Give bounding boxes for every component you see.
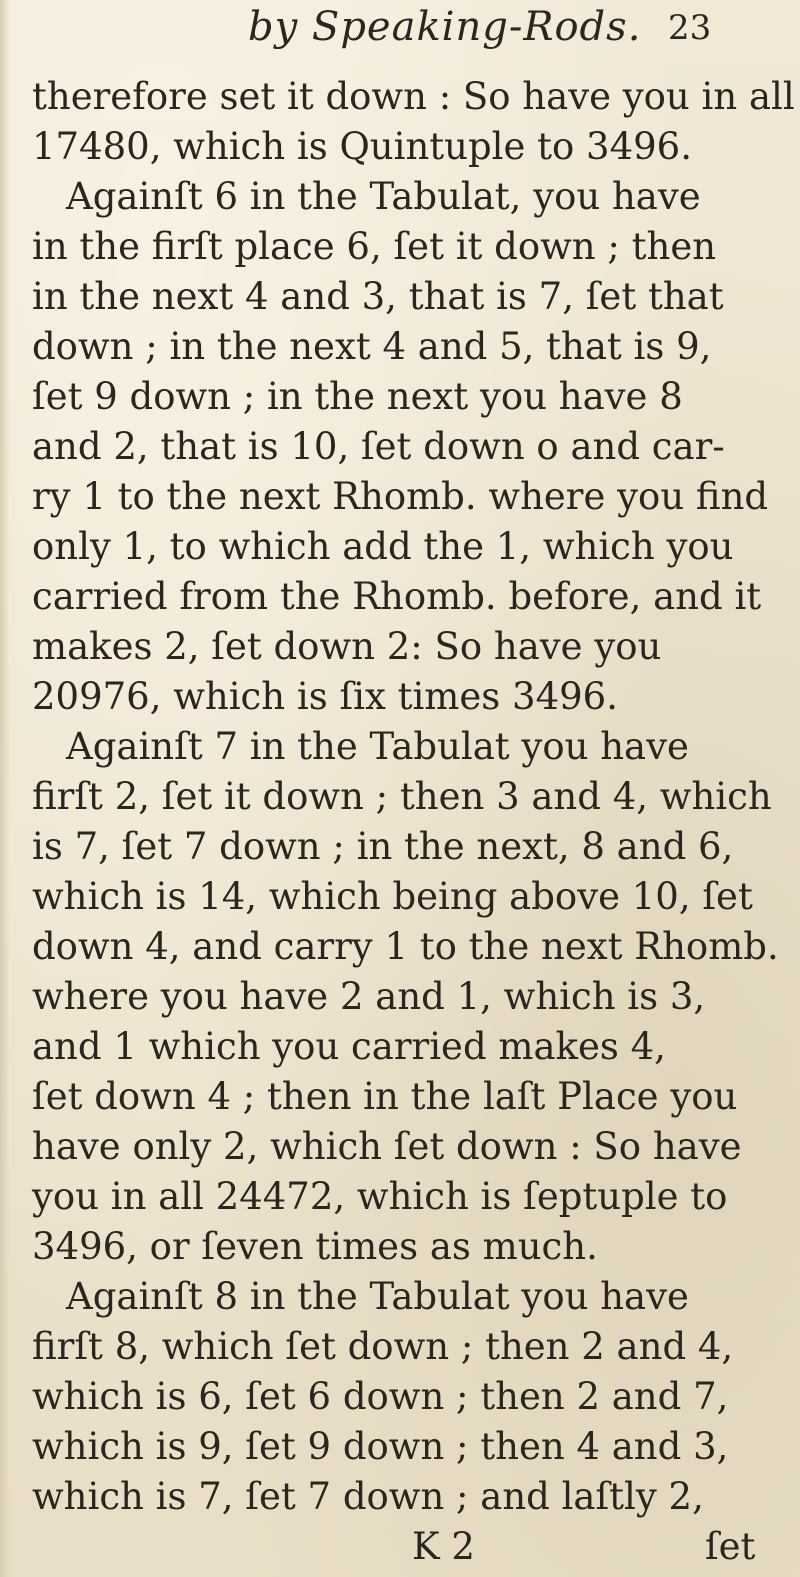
text-line: is 7, ſet 7 down ; in the next, 8 and 6, xyxy=(32,825,734,868)
text-line: firſt 2, ſet it down ; then 3 and 4, which xyxy=(32,775,772,818)
text-line: where you have 2 and 1, which is 3, xyxy=(32,975,706,1018)
text-line: 20976, which is ſix times 3496. xyxy=(32,675,618,718)
text-line: Againſt 6 in the Tabulat, you have xyxy=(66,175,701,218)
text-line: ſet down 4 ; then in the laſt Place you xyxy=(32,1075,738,1118)
signature-line xyxy=(32,1522,792,1572)
text-line: which is 14, which being above 10, ſet xyxy=(32,875,753,918)
text-line: firſt 8, which ſet down ; then 2 and 4, xyxy=(32,1325,734,1368)
text-line: and 1 which you carried makes 4, xyxy=(32,1025,666,1068)
text-line: down ; in the next 4 and 5, that is 9, xyxy=(32,325,712,368)
text-line: and 2, that is 10, ſet down o and car- xyxy=(32,425,725,468)
text-line: which is 9, ſet 9 down ; then 4 and 3, xyxy=(32,1425,729,1468)
page-header xyxy=(0,4,800,54)
catchword: ſet xyxy=(704,1525,756,1568)
text-line: therefore set it down : So have you in all xyxy=(32,75,795,118)
text-line: Againſt 8 in the Tabulat you have xyxy=(66,1275,689,1318)
text-line: Againſt 7 in the Tabulat you have xyxy=(66,725,689,768)
text-line: in the firſt place 6, ſet it down ; then xyxy=(32,225,717,268)
text-line: down 4, and carry 1 to the next Rhomb. xyxy=(32,925,779,968)
text-line: only 1, to which add the 1, which you xyxy=(32,525,734,568)
running-head: by Speaking-Rods. xyxy=(248,4,642,50)
text-line: you in all 24472, which is ſeptuple to xyxy=(32,1175,728,1218)
body-text xyxy=(32,72,795,1572)
signature-mark: K 2 xyxy=(412,1525,475,1568)
text-line: 3496, or ſeven times as much. xyxy=(32,1225,598,1268)
text-line: ry 1 to the next Rhomb. where you find xyxy=(32,475,769,518)
text-line: have only 2, which ſet down : So have xyxy=(32,1125,742,1168)
page-number: 23 xyxy=(668,8,712,48)
text-line: makes 2, ſet down 2: So have you xyxy=(32,625,662,668)
text-line: in the next 4 and 3, that is 7, ſet that xyxy=(32,275,724,318)
page-edge-shadow xyxy=(0,0,10,1577)
text-line: ſet 9 down ; in the next you have 8 xyxy=(32,375,683,418)
text-line: 17480, which is Quintuple to 3496. xyxy=(32,125,692,168)
text-line: carried from the Rhomb. before, and it xyxy=(32,575,762,618)
text-line: which is 6, ſet 6 down ; then 2 and 7, xyxy=(32,1375,729,1418)
text-line: which is 7, ſet 7 down ; and laſtly 2, xyxy=(32,1475,704,1518)
